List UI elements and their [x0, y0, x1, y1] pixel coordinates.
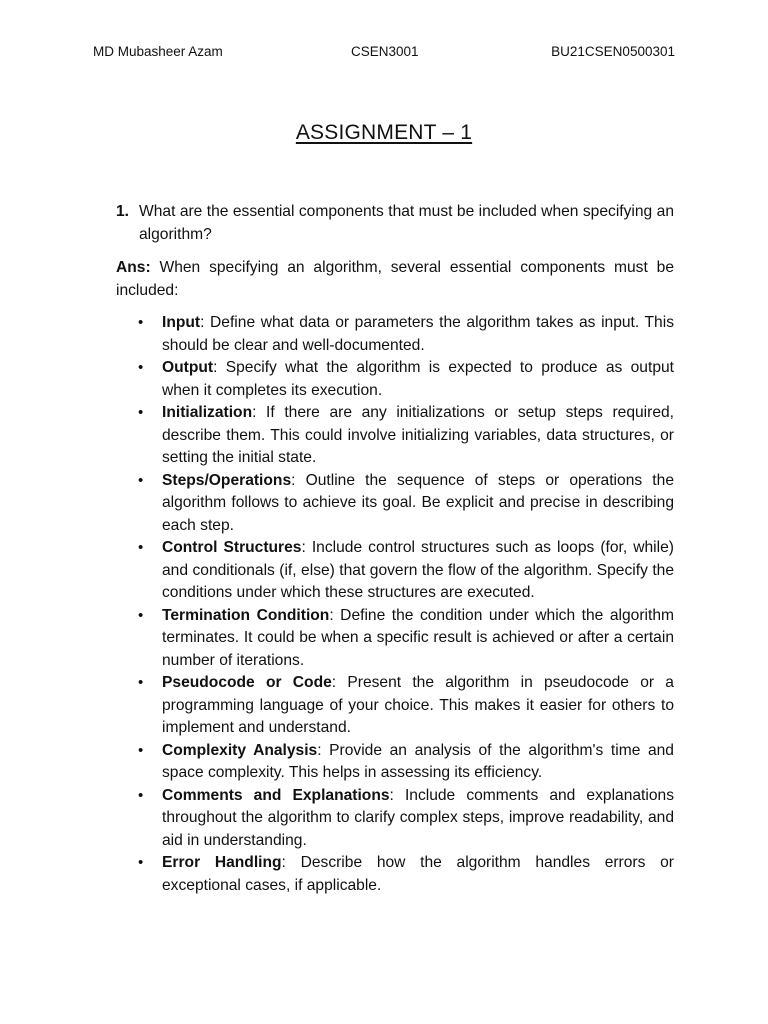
- list-item: [116, 537, 674, 605]
- list-item: [116, 852, 674, 897]
- page-title: ASSIGNMENT – 1: [295, 121, 473, 144]
- bullet-icon: •: [138, 359, 144, 376]
- answer-label: Ans:: [116, 259, 151, 276]
- list-item-text: : Describe how the algorithm handles errors or exceptional cases, if applicable.: [162, 854, 674, 894]
- list-item-text: : Include comments and explanations throughout the algorithm to clarify complex steps, improve readability, and aid in understanding.: [162, 786, 674, 849]
- bullet-icon: •: [138, 741, 144, 759]
- bullet-icon: •: [138, 471, 144, 489]
- list-item-text: : Specify what the algorithm is expected to produce as output when it completes its execution.: [162, 359, 674, 399]
- answer-text: When specifying an algorithm, several essential components must be included:: [116, 259, 674, 299]
- list-item: [116, 402, 674, 470]
- list-item: [116, 740, 674, 785]
- list-item-term: Comments and Explanations: [162, 786, 390, 804]
- list-item-text: : If there are any initializations or setup steps required, describe them. This could involve initializing variables, data structures, or setting the initial state.: [162, 404, 674, 466]
- list-item-text: : Define what data or parameters the algorithm takes as input. This should be clear and well-documented.: [162, 314, 674, 354]
- list-item: [116, 672, 674, 740]
- list-item-term: Steps/Operations: [162, 471, 292, 489]
- list-item-term: Complexity Analysis: [162, 741, 318, 759]
- list-item-text: : Provide an analysis of the algorithm's time and space complexity. This helps in assessing its efficiency.: [162, 741, 674, 781]
- list-item: [116, 470, 674, 538]
- document-body: [116, 201, 674, 897]
- list-item-term: Input: [162, 314, 201, 331]
- question-1: [116, 201, 674, 246]
- bullet-icon: •: [138, 314, 144, 331]
- list-item: [116, 357, 674, 402]
- list-item-term: Control Structures: [162, 539, 302, 556]
- header-course-code: CSEN3001: [351, 44, 419, 59]
- list-item-term: Termination Condition: [162, 606, 330, 624]
- bullet-icon: •: [138, 539, 144, 556]
- list-item: [116, 605, 674, 673]
- list-item-text: : Outline the sequence of steps or operations the algorithm follows to achieve its goal. Be explicit and precise in describing each step.: [162, 471, 674, 534]
- list-item-term: Error Handling: [162, 854, 282, 871]
- list-item-term: Initialization: [162, 404, 253, 421]
- bullet-icon: •: [138, 854, 144, 871]
- list-item-text: : Include control structures such as loops (for, while) and conditionals (if, else) that govern the flow of the algorithm. Specify the conditions under which these structures are executed.: [162, 539, 674, 601]
- components-list: [116, 312, 674, 897]
- page-header: [93, 44, 675, 62]
- list-item: [116, 312, 674, 357]
- question-text: What are the essential components that must be included when specifying an algorithm?: [139, 203, 674, 243]
- list-item-text: : Define the condition under which the algorithm terminates. It could be when a specific result is achieved or after a certain number of iterations.: [162, 606, 674, 669]
- bullet-icon: •: [138, 404, 144, 421]
- bullet-icon: •: [138, 606, 144, 624]
- question-number: 1.: [116, 203, 130, 220]
- list-item-term: Output: [162, 359, 214, 376]
- header-roll-number: BU21CSEN0500301: [551, 44, 675, 59]
- bullet-icon: •: [138, 786, 144, 804]
- bullet-icon: •: [138, 674, 144, 691]
- list-item: [116, 785, 674, 853]
- list-item-term: Pseudocode or Code: [162, 674, 332, 691]
- answer-intro: [116, 257, 674, 302]
- list-item-text: : Present the algorithm in pseudocode or a programming language of your choice. This makes it easier for others to implement and understand.: [162, 674, 674, 736]
- header-author: MD Mubasheer Azam: [93, 44, 223, 59]
